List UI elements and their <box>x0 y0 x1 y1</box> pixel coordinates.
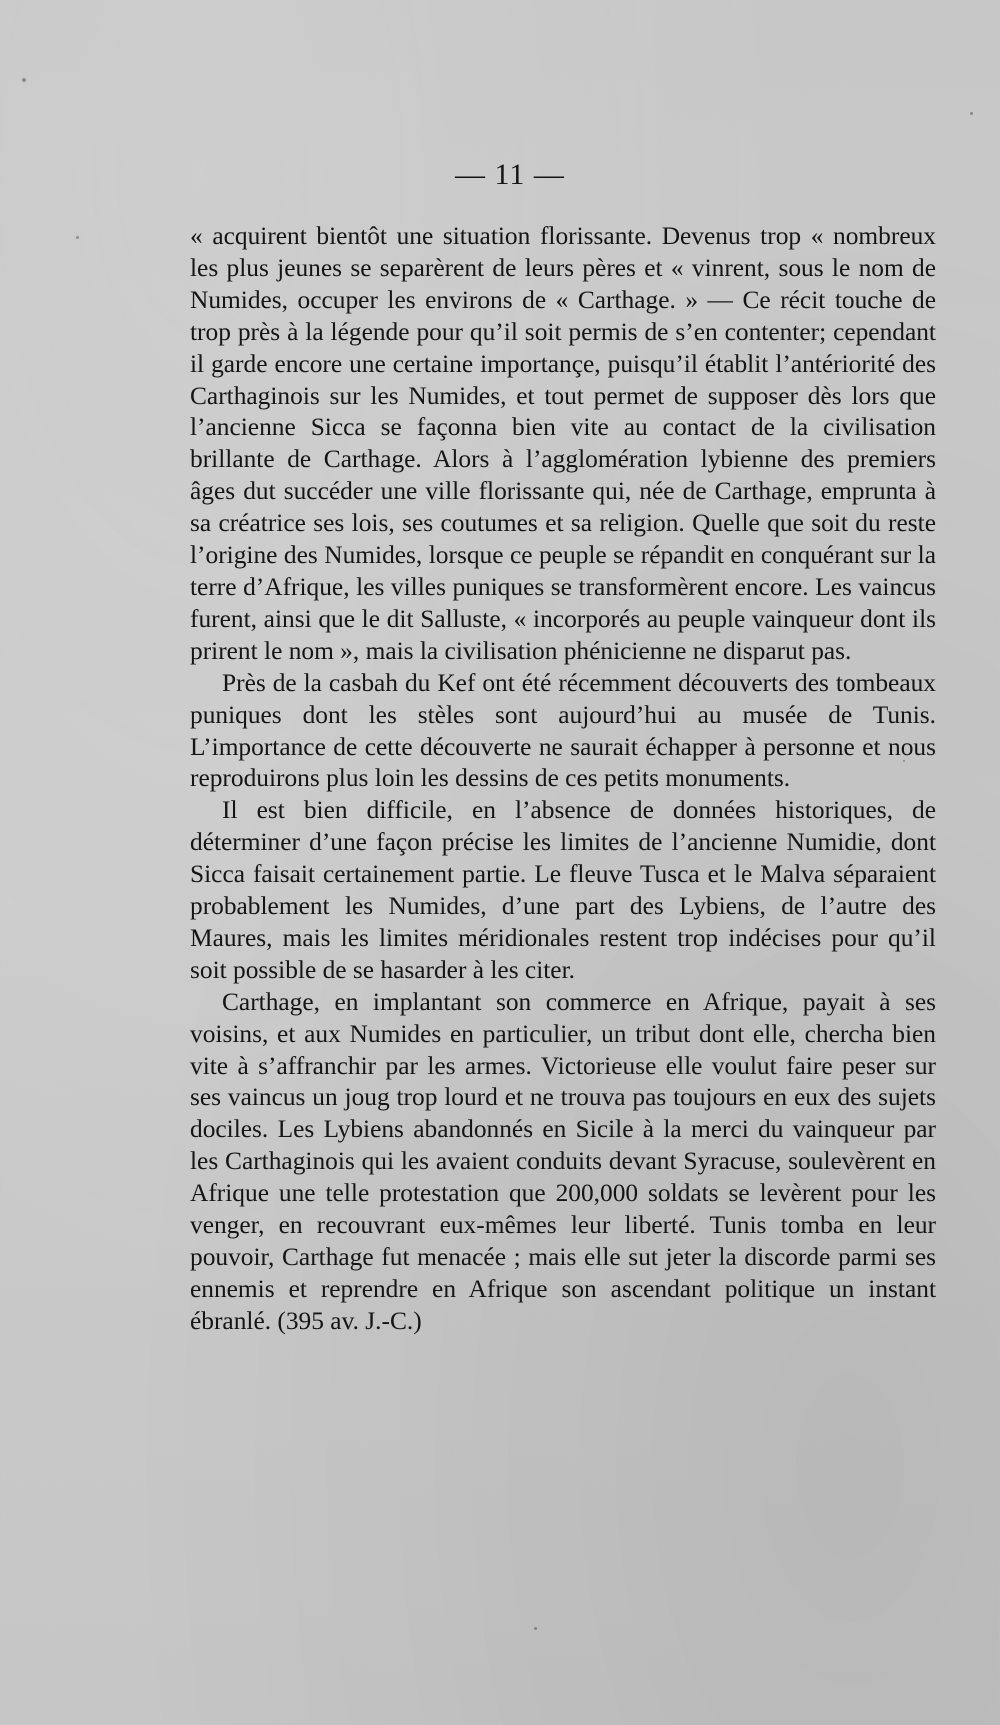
paragraph-4: Carthage, en implantant son commerce en Afrique, payait à ses voisins, et aux Numides en particulier, un tribut dont elle, chercha bien vite à s’affranchir par les armes. Victorieuse elle voulut faire peser sur ses vaincus un joug trop lourd et ne trouva pas toujours en eux des sujets dociles. Les Lybiens abandonnés en Sicile à la merci du vainqueur par les Carthaginois qui les avaient conduits devant Syracuse, soulevèrent en Afrique une telle protestation que 200,000 soldats se levèrent pour les venger, en recouvrant eux-mêmes leur liberté. Tunis tomba en leur pouvoir, Carthage fut menacée ; mais elle sut jeter la discorde parmi ses ennemis et reprendre en Afrique son ascendant politique un instant ébranlé. (395 av. J.-C.) <box>190 987 936 1335</box>
page-number: — 11 — <box>455 158 565 191</box>
paper-speck <box>76 236 79 239</box>
paper-speck <box>22 78 26 82</box>
paragraph-2: Près de la casbah du Kef ont été récemment découverts des tombeaux puniques dont les stèles sont aujourd’hui au musée de Tunis. L’importance de cette découverte ne saurait échapper à personne et nous reproduirons plus loin les dessins de ces petits monuments. <box>190 668 936 793</box>
paragraph-1: « acquirent bientôt une situation florissante. Devenus trop « nombreux les plus jeunes se separèrent de leurs pères et « vinrent, sous le nom de Numides, occuper les environs de « Carthage. » — Ce récit touche de trop près à la légende pour qu’il soit permis de s’en contenter; cependant il garde encore une certaine importançe, puisqu’il établit l’antériorité des Carthaginois sur les Numides, et tout permet de supposer dès lors que l’ancienne Sicca se façonna bien vite au contact de la civilisation brillante de Carthage. Alors à l’agglomération lybienne des premiers âges dut succéder une ville florissante qui, née de Carthage, emprunta à sa créatrice ses lois, ses coutumes et sa religion. Quelle que soit du reste l’origine des Numides, lorsque ce peuple se répandit en conquérant sur la terre d’Afrique, les villes puniques se transformèrent encore. Les vaincus furent, ainsi que le dit Salluste, « incorporés au peuple vainqueur dont ils prirent le nom », mais la civilisation phénicienne ne disparut pas. <box>190 222 936 665</box>
paper-speck <box>970 112 973 115</box>
paper-speck <box>534 1627 537 1630</box>
paragraph-3: Il est bien difficile, en l’absence de données historiques, de déterminer d’une façon précise les limites de l’ancienne Numidie, dont Sicca faisait certainement partie. Le fleuve Tusca et le Malva séparaient probablement les Numides, d’une part des Lybiens, de l’autre des Maures, mais les limites méridionales restent trop indécises pour qu’il soit possible de se hasarder à les citer. <box>190 796 936 984</box>
paper-speck <box>903 760 905 762</box>
body-text <box>190 221 936 1338</box>
